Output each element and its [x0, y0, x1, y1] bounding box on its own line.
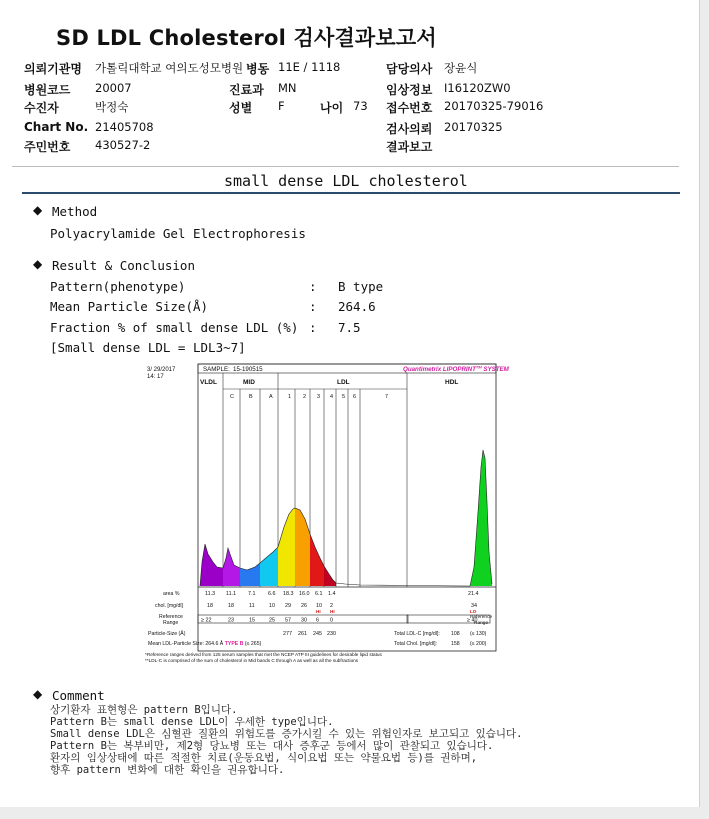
area-ldl3: 6.1: [315, 591, 323, 597]
doctor-label: 담당의사: [386, 62, 433, 76]
footnote-1: *Reference ranges derived from 125 serum samples that met the NCEP ATP III guidelines for desirable lipid status: [145, 652, 382, 657]
band-1: 1: [288, 394, 292, 400]
clinical-label: 임상정보: [386, 83, 433, 97]
ward-label: 병동: [246, 62, 270, 76]
band-4: 4: [330, 394, 334, 400]
total-chol-ref: (≤ 200): [470, 641, 487, 647]
sex-value: F: [278, 99, 285, 113]
size-ldl1: 277: [283, 631, 292, 637]
ref-mid-a: 25: [269, 617, 275, 624]
chol-mid-b: 11: [249, 603, 255, 609]
clinical-value: I16120ZW0: [444, 81, 511, 95]
area-ldl1: 18.3: [283, 591, 294, 597]
ref-mid-c: 23: [228, 617, 234, 624]
request-label: 검사의뢰: [386, 122, 433, 136]
method-bullet: ◆: [33, 203, 43, 217]
chol-ldl1: 29: [285, 603, 291, 609]
flag-ldl4: HI: [330, 609, 335, 614]
total-chol-value: 158: [451, 641, 460, 647]
ref-label-2: Range: [163, 620, 179, 626]
area-mid-c: 11.1: [226, 591, 237, 597]
comment-line: 환자의 임상상태에 따른 적절한 치료(운동요법, 식이요법 또는 약물요법 등)를 권하며,: [50, 752, 478, 764]
age-label: 나이: [320, 101, 344, 115]
area-row-label: area %: [163, 591, 180, 597]
ref-ldl4: 0: [330, 617, 333, 624]
fraction-value: 7.5: [338, 320, 361, 335]
dept-label: 진료과: [229, 83, 264, 97]
lipoprint-report: [145, 362, 509, 664]
header-divider: [12, 166, 679, 167]
fraction-sep: :: [309, 320, 317, 335]
institution-label: 의뢰기관명: [24, 62, 82, 76]
flag-ldl3: HI: [316, 609, 321, 614]
group-mid: MID: [243, 379, 255, 386]
chart-label: Chart No.: [24, 120, 89, 134]
area-hdl: 21.4: [468, 591, 479, 597]
particle-size-value: 264.6: [338, 299, 376, 314]
figure-date: 3/ 29/2017: [147, 367, 176, 373]
chol-mid-c: 18: [228, 603, 234, 609]
method-heading: Method: [52, 204, 98, 219]
size-ldl3: 245: [313, 631, 322, 637]
report-label: 결과보고: [386, 140, 433, 154]
group-vldl: VLDL: [200, 379, 217, 386]
group-hdl: HDL: [445, 379, 459, 386]
request-value: 20170325: [444, 120, 503, 134]
chol-ldl3: 10: [316, 603, 322, 609]
band-b: B: [249, 394, 253, 400]
sdldl-note: [Small dense LDL = LDL3~7]: [50, 340, 246, 355]
hospital-code-label: 병원코드: [24, 83, 71, 97]
comment-heading: Comment: [52, 688, 105, 703]
chol-row-label: chol. [mg/dl]: [155, 603, 183, 609]
hospital-code-value: 20007: [95, 81, 132, 95]
footnote-2: **LDL-C is comprised of the sum of cholesterol in Mid bands C through A as well as all the subfractions: [145, 658, 359, 663]
method-text: Polyacrylamide Gel Electrophoresis: [50, 226, 306, 241]
result-heading: Result & Conclusion: [52, 258, 195, 273]
band-2: 2: [303, 394, 307, 400]
fraction-label: Fraction % of small dense LDL (%): [50, 320, 299, 335]
result-bullet: ◆: [33, 257, 43, 271]
total-ldl-value: 108: [451, 631, 460, 637]
ref-right-label-1: Reference: [470, 615, 493, 620]
chol-hdl: 34: [471, 603, 477, 609]
patient-value: 박정숙: [95, 100, 129, 114]
page-edge: [699, 0, 700, 807]
figure-time: 14: 17: [147, 374, 164, 380]
sex-label: 성별: [229, 101, 253, 115]
comment-line: 상기환자 표현형은 pattern B입니다.: [50, 704, 238, 716]
institution-value: 가톨릭대학교 여의도성모병원: [95, 61, 244, 75]
particle-size-row-label: Particle-Size (Å): [148, 631, 186, 637]
ref-ldl1: 57: [285, 617, 291, 624]
ref-right-label-2: Range: [474, 621, 489, 626]
section-underline: [22, 192, 680, 194]
dept-value: MN: [278, 81, 297, 95]
area-mid-b: 7.1: [248, 591, 256, 597]
section-title: small dense LDL cholesterol: [224, 172, 468, 190]
ward-value: 11E / 1118: [278, 60, 341, 74]
total-ldl-ref: (≤ 130): [470, 631, 487, 637]
chol-ldl4: 2: [330, 603, 333, 609]
ref-label-1: Reference: [159, 614, 183, 620]
band-5: 5: [342, 394, 346, 400]
sample-value: 15-190515: [233, 366, 263, 373]
band-a: A: [269, 394, 273, 400]
area-ldl2: 16.0: [299, 591, 310, 597]
total-chol-label: Total Chol. [mg/dl]:: [394, 641, 437, 647]
particle-size-sep: :: [309, 299, 317, 314]
total-ldl-label: Total LDL-C [mg/dl]:: [394, 631, 440, 637]
ref-mid-b: 15: [249, 617, 255, 624]
resident-value: 430527-2: [95, 138, 151, 152]
pattern-value: B type: [338, 279, 384, 294]
flag-hdl: LO: [470, 609, 477, 614]
pattern-label: Pattern(phenotype): [50, 279, 186, 294]
band-6: 6: [353, 394, 357, 400]
ref-vldl: ≥ 22: [201, 617, 212, 624]
report-title: SD LDL Cholesterol 검사결과보고서: [56, 26, 437, 50]
sample-label: SAMPLE:: [203, 366, 230, 373]
area-vldl: 11.3: [205, 591, 216, 597]
receipt-value: 20170325-79016: [444, 99, 544, 113]
particle-size-label: Mean Particle Size(Å): [50, 299, 209, 314]
band-3: 3: [317, 394, 321, 400]
size-ldl4: 230: [327, 631, 336, 637]
comment-line: Pattern B는 small dense LDL이 우세한 type입니다.: [50, 716, 334, 728]
chol-ldl2: 26: [301, 603, 307, 609]
receipt-label: 접수번호: [386, 101, 433, 115]
area-mid-a: 6.6: [268, 591, 276, 597]
brand-label: Quantimetrix LIPOPRINT™ SYSTEM: [403, 364, 509, 373]
size-ldl2: 261: [298, 631, 307, 637]
comment-line: Small dense LDL은 심혈관 질환의 위험도를 증가시킬 수 있는 위험인자로 보고되고 있습니다.: [50, 728, 523, 740]
mean-size-text: Mean LDL-Particle Size: 264.6 Å TYPE B (≤ 265): [148, 641, 262, 647]
pattern-sep: :: [309, 279, 317, 294]
chart-value: 21405708: [95, 120, 154, 134]
group-ldl: LDL: [337, 379, 350, 386]
chol-mid-a: 10: [269, 603, 275, 609]
comment-line: Pattern B는 복부비만, 제2형 당뇨병 또는 대사 증후군 등에서 많이 관찰되고 있습니다.: [50, 740, 494, 752]
ref-ldl2: 30: [301, 617, 307, 624]
comment-bullet: ◆: [33, 687, 43, 701]
ref-hdl: ≥ 40: [467, 617, 478, 624]
band-7: 7: [385, 394, 389, 400]
band-c: C: [230, 394, 234, 400]
patient-label: 수진자: [24, 101, 59, 115]
ref-ldl3: 6: [316, 617, 319, 624]
chol-vldl: 18: [207, 603, 213, 609]
comment-line: 향후 pattern 변화에 대한 확인을 권유합니다.: [50, 764, 285, 776]
resident-label: 주민번호: [24, 140, 71, 154]
doctor-value: 장윤식: [444, 61, 478, 75]
area-ldl4: 1.4: [328, 591, 336, 597]
age-value: 73: [353, 99, 368, 113]
